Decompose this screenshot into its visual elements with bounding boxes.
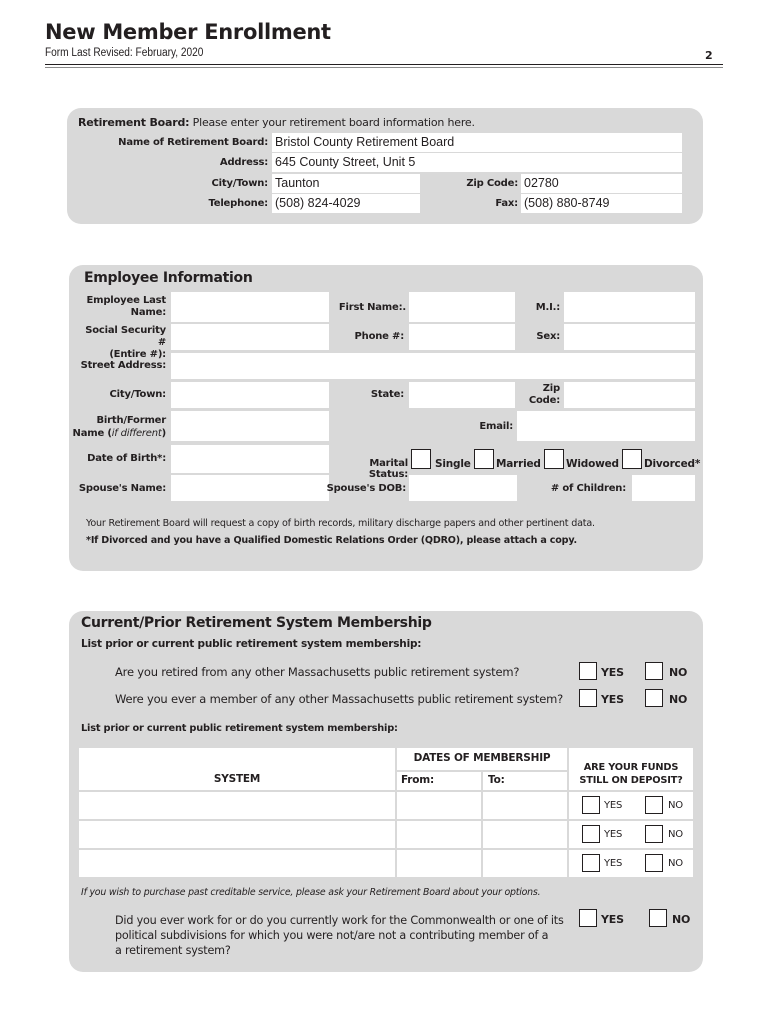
married-label: Married [496, 458, 541, 470]
single-label: Single [435, 458, 471, 470]
row2-from-cell[interactable] [397, 821, 481, 848]
email-field[interactable] [517, 411, 695, 441]
dob-label: Date of Birth*: [87, 453, 166, 464]
mi-field[interactable] [564, 292, 695, 322]
purchase-service-note: If you wish to purchase past creditable service, please ask your Retirement Board about your options. [81, 887, 541, 898]
first-name-field[interactable] [409, 292, 515, 322]
spouse-name-field[interactable] [171, 475, 329, 501]
children-label: # of Children: [550, 483, 626, 494]
member-no-label: NO [669, 693, 688, 706]
member-no-checkbox[interactable] [645, 689, 663, 707]
from-column-header: From: [401, 774, 435, 786]
header-rule-light [45, 67, 723, 68]
zip-label: Zip Code: [528, 383, 560, 406]
employee-info-title: Employee Information [84, 270, 253, 286]
revision-date: Form Last Revised: February, 2020 [45, 47, 204, 59]
row1-yes-checkbox[interactable] [582, 796, 600, 814]
married-checkbox[interactable] [474, 449, 494, 469]
row3-no-label: NO [668, 858, 683, 869]
widowed-checkbox[interactable] [544, 449, 564, 469]
row3-no-checkbox[interactable] [645, 854, 663, 872]
sex-field[interactable] [564, 324, 695, 350]
street-address-label: Street Address: [80, 360, 166, 371]
single-checkbox[interactable] [411, 449, 431, 469]
telephone-label: Telephone: [208, 198, 268, 209]
membership-title: Current/Prior Retirement System Membership [81, 615, 432, 631]
board-zip-label: Zip Code: [466, 178, 518, 189]
funds-column-header: ARE YOUR FUNDS STILL ON DEPOSIT? [579, 762, 683, 786]
state-label: State: [370, 389, 404, 400]
row2-yes-label: YES [604, 829, 623, 840]
retired-no-checkbox[interactable] [645, 662, 663, 680]
page-number: 2 [705, 49, 713, 62]
question-commonwealth: Did you ever work for or do you currently work for the Commonwealth or one of its political subdivisions for which you were not/are not a contributing member of a a retirement system? [115, 914, 564, 957]
member-yes-checkbox[interactable] [579, 689, 597, 707]
board-name-label: Name of Retirement Board: [118, 137, 268, 148]
fax-label: Fax: [495, 198, 518, 209]
ssn-field[interactable] [171, 324, 329, 350]
page-title: New Member Enrollment [45, 20, 331, 44]
to-column-header: To: [488, 774, 505, 786]
state-field[interactable] [409, 382, 515, 408]
last-name-field[interactable] [171, 292, 329, 322]
spouse-dob-field[interactable] [409, 475, 517, 501]
row3-from-cell[interactable] [397, 850, 481, 877]
telephone-field[interactable]: (508) 824-4029 [272, 194, 420, 213]
commonwealth-no-checkbox[interactable] [649, 909, 667, 927]
row1-yes-label: YES [604, 800, 623, 811]
marital-status-label: Marital Status: [368, 458, 408, 480]
row1-no-checkbox[interactable] [645, 796, 663, 814]
row3-to-cell[interactable] [483, 850, 567, 877]
header-rule [45, 64, 723, 65]
row3-yes-checkbox[interactable] [582, 854, 600, 872]
member-yes-label: YES [601, 693, 624, 706]
widowed-label: Widowed [566, 458, 619, 470]
row2-yes-checkbox[interactable] [582, 825, 600, 843]
birth-name-label: Birth/Former Name (if different) [72, 415, 166, 439]
row3-yes-label: YES [604, 858, 623, 869]
phone-label: Phone #: [354, 331, 404, 342]
row1-system-cell[interactable] [79, 792, 395, 819]
children-field[interactable] [632, 475, 695, 501]
list-label: List prior or current public retirement system membership: [81, 723, 398, 734]
row1-from-cell[interactable] [397, 792, 481, 819]
mi-label: M.I.: [535, 302, 560, 313]
city-field[interactable] [171, 382, 329, 408]
retired-yes-checkbox[interactable] [579, 662, 597, 680]
spouse-name-label: Spouse's Name: [78, 483, 166, 494]
address-field[interactable]: 645 County Street, Unit 5 [272, 153, 682, 172]
divorced-label: Divorced* [644, 458, 701, 470]
system-column-header: SYSTEM [213, 773, 261, 785]
row1-to-cell[interactable] [483, 792, 567, 819]
spouse-dob-label: Spouse's DOB: [326, 483, 406, 494]
retired-no-label: NO [669, 666, 688, 679]
row2-no-label: NO [668, 829, 683, 840]
row1-no-label: NO [668, 800, 683, 811]
board-city-field[interactable]: Taunton [272, 174, 420, 193]
question-member: Were you ever a member of any other Massachusetts public retirement system? [115, 692, 563, 706]
commonwealth-no-label: NO [672, 913, 691, 926]
row3-system-cell[interactable] [79, 850, 395, 877]
board-zip-field[interactable]: 02780 [521, 174, 682, 193]
row2-to-cell[interactable] [483, 821, 567, 848]
row2-system-cell[interactable] [79, 821, 395, 848]
retirement-board-heading: Retirement Board: Please enter your retirement board information here. [78, 116, 475, 129]
employee-note: Your Retirement Board will request a copy of birth records, military discharge papers and other pertinent data. [86, 518, 595, 529]
retired-yes-label: YES [601, 666, 624, 679]
row2-no-checkbox[interactable] [645, 825, 663, 843]
address-label: Address: [219, 157, 268, 168]
commonwealth-yes-checkbox[interactable] [579, 909, 597, 927]
zip-field[interactable] [564, 382, 695, 408]
ssn-label: Social Security # (Entire #): [85, 325, 166, 360]
city-label: City/Town: [109, 389, 166, 400]
board-name-field[interactable]: Bristol County Retirement Board [272, 133, 682, 152]
qdro-note: *If Divorced and you have a Qualified Domestic Relations Order (QDRO), please attach a copy. [86, 535, 577, 546]
email-label: Email: [479, 421, 513, 432]
last-name-label: Employee Last Name: [86, 295, 166, 318]
membership-subtitle: List prior or current public retirement system membership: [81, 638, 422, 650]
street-address-field[interactable] [171, 353, 695, 379]
divorced-checkbox[interactable] [622, 449, 642, 469]
board-city-label: City/Town: [211, 178, 268, 189]
birth-name-field[interactable] [171, 411, 329, 441]
commonwealth-yes-label: YES [601, 913, 624, 926]
first-name-label: First Name:. [338, 302, 406, 313]
dob-field[interactable] [171, 445, 329, 473]
fax-field[interactable]: (508) 880-8749 [521, 194, 682, 213]
phone-field[interactable] [409, 324, 515, 350]
question-retired: Are you retired from any other Massachusetts public retirement system? [115, 665, 520, 679]
dates-column-header: DATES OF MEMBERSHIP [413, 752, 551, 764]
sex-label: Sex: [536, 331, 560, 342]
